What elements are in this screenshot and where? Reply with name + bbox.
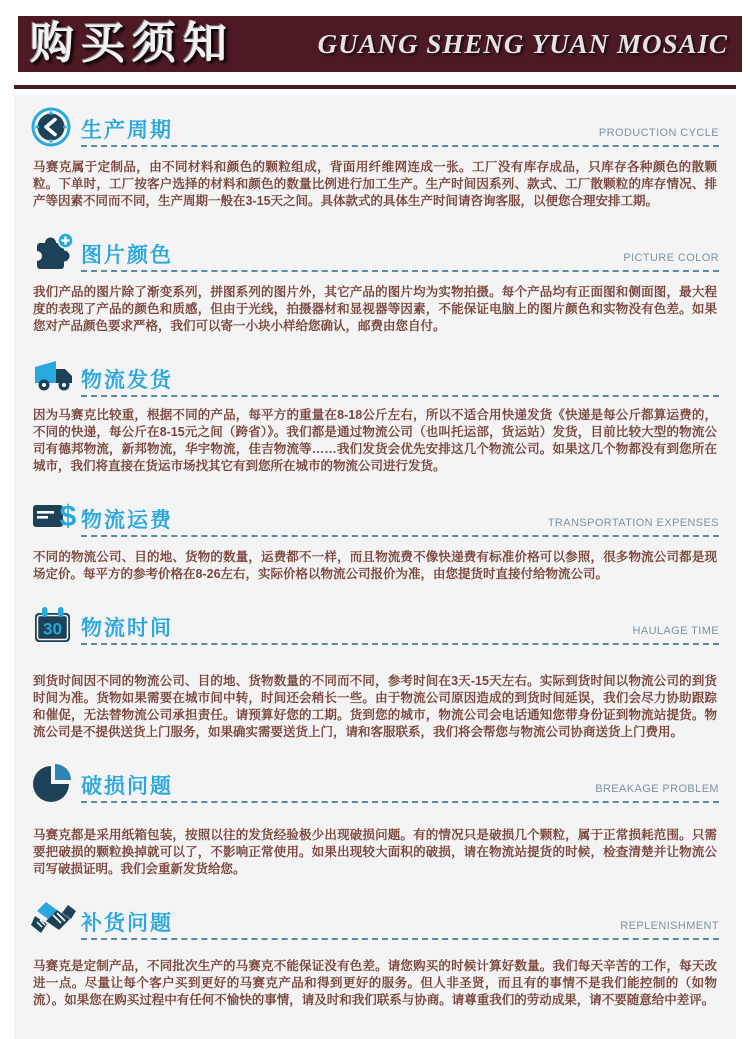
section-header [31, 107, 719, 147]
section-rule [81, 120, 719, 147]
section-replenishment [31, 900, 719, 1009]
section-production-cycle [31, 107, 719, 210]
pie-chart-icon [31, 763, 75, 803]
divider-rule [14, 85, 736, 89]
section-title: 图片颜色 [81, 244, 173, 267]
section-breakage-problem [31, 763, 719, 878]
section-title: 破损问题 [81, 775, 173, 798]
section-label-en: BREAKAGE PROBLEM [595, 783, 719, 795]
section-body: 到货时间因不同的物流公司、目的地、货物数量的不同而不同，参考时间在3天-15天左右。实际到货时间以物流公司的到货时间为准。货物如果需要在城市间中转，时间还会稍长一些。由于物流公司原因造成的到货时间延误，我们会尽力协助跟踪和催促，无法替物流公司承担责任。请预算好您的工期。货到您的城市，物流公司会电话通知您带身份证到物流站提货。物流公司是不提供送货上门服务，如果确实需要送货上门，请和客服联系，我们将会帮您与物流公司协商送货上门费用。 [33, 674, 717, 739]
section-header [31, 232, 719, 272]
puzzle-icon [31, 232, 75, 272]
section-haulage-time [31, 605, 719, 741]
section-rule [81, 913, 719, 940]
header-banner [18, 16, 742, 72]
section-title: 物流发货 [81, 369, 173, 392]
section-rule [81, 510, 719, 537]
section-transportation-expenses [31, 497, 719, 583]
section-rule [81, 618, 719, 645]
section-header [31, 763, 719, 803]
section-body: 马赛克都是采用纸箱包装，按照以往的发货经验极少出现破损问题。有的情况只是破损几个颗粒，属于正常损耗范围。只需要把破损的颗粒换掉就可以了，不影响正常使用。如果出现较大面积的破损，请在物流站提货的时候，检查清楚并让物流公司写破损证明。我们会重新发货给您。 [33, 828, 717, 876]
section-body: 我们产品的图片除了渐变系列，拼图系列的图片外，其它产品的图片均为实物拍摄。每个产品均有正面图和侧面图，最大程度的表现了产品的颜色和质感，但由于光线，拍摄器材和显视器等因素，不能保证电脑上的图片颜色和实物没有色差。如果您对产品颜色要求严格，我们可以寄一小块小样给您确认，邮费由您自付。 [33, 285, 717, 333]
section-label-en: REPLENISHMENT [620, 920, 719, 932]
card-dollar-icon [31, 497, 75, 537]
truck-icon [31, 357, 75, 397]
purchase-notice-page [0, 16, 750, 1007]
section-label-en: PICTURE COLOR [623, 252, 719, 264]
page-title: 购买须知 [30, 19, 234, 68]
section-header [31, 900, 719, 940]
calendar-number: 30 [43, 619, 62, 639]
section-logistics-shipping [31, 357, 719, 475]
section-rule [81, 245, 719, 272]
clock-icon [31, 107, 75, 147]
notice-content [14, 95, 736, 1039]
brand-name: GUANG SHENG YUAN MOSAIC [317, 28, 728, 59]
section-body: 因为马赛克比较重，根据不同的产品，每平方的重量在8-18公斤左右，所以不适合用快递发货《快递是每公斤都算运费的，不同的快递，每公斤在8-15元之间（跨省）》。我们都是通过物流公司（也叫托运部，货运站）发货，目前比较大型的物流公司有德邦物流，新邦物流，华宇物流，佳吉物流等……我们发货会优先安排这几个物流公司。如果这几个物都没有到您所在城市，我们将直接在货运市场找其它有到您所在城市的物流公司进行发货。 [33, 408, 717, 473]
section-header [31, 357, 719, 397]
section-body: 不同的物流公司、目的地、货物的数量，运费都不一样，而且物流费不像快递费有标准价格可以参照，很多物流公司都是现场定价。每平方的参考价格在8-26左右，实际价格以物流公司报价为准，由您提货时直接付给物流公司。 [33, 550, 717, 581]
handshake-icon [31, 900, 75, 940]
section-title: 物流时间 [81, 617, 173, 640]
section-rule [81, 370, 719, 397]
section-title: 补货问题 [81, 912, 173, 935]
section-title: 物流运费 [81, 509, 173, 532]
calendar-30-icon [31, 605, 75, 645]
section-picture-color [31, 232, 719, 335]
section-title: 生产周期 [81, 119, 173, 142]
section-rule [81, 776, 719, 803]
section-body: 马赛克属于定制品，由不同材料和颜色的颗粒组成，背面用纤维网连成一张。工厂没有库存成品，只库存各种颜色的散颗粒。下单时，工厂按客户选择的材料和颜色的数量比例进行加工生产。生产时间因系列、款式、工厂散颗粒的库存情况、排产等因素不同而不同，生产周期一般在3-15天之间。具体款式的具体生产时间请咨询客服，以便您合理安排工期。 [33, 160, 717, 208]
section-body: 马赛克是定制产品，不同批次生产的马赛克不能保证没有色差。请您购买的时候计算好数量。我们每天辛苦的工作，每天改进一点。尽量让每个客户买到更好的马赛克产品和得到更好的服务。但人非圣贤，而且有的事情不是我们能控制的（如物流）。如果您在购买过程中有任何不愉快的事情，请及时和我们联系与协商。请尊重我们的劳动成果，请不要随意给中差评。 [33, 959, 717, 1007]
section-label-en: PRODUCTION CYCLE [598, 127, 719, 139]
section-header [31, 605, 719, 645]
dollar-glyph: $ [59, 500, 77, 533]
section-header [31, 497, 719, 537]
section-label-en: TRANSPORTATION EXPENSES [547, 517, 719, 529]
section-label-en: HAULAGE TIME [632, 625, 719, 637]
